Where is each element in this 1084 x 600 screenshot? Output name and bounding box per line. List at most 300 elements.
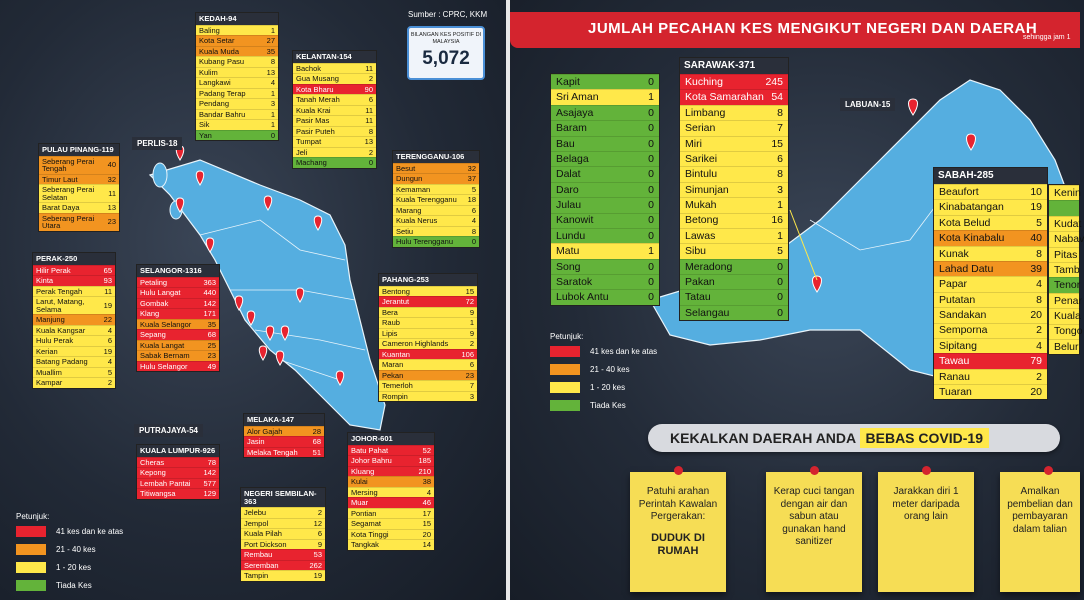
map-pin <box>276 351 284 365</box>
table-row <box>379 391 477 402</box>
table-row <box>680 243 788 258</box>
district-name: Kota Setar <box>199 36 235 45</box>
case-count: 78 <box>207 457 216 467</box>
district-name: Klang <box>140 309 160 318</box>
perlis-label: PERLIS-18 <box>132 137 182 150</box>
district-name: Seremban <box>244 560 279 570</box>
sticky-note <box>878 472 974 592</box>
table-row <box>348 539 434 550</box>
district-name: Dalat <box>556 168 581 181</box>
case-count: 15 <box>422 519 431 528</box>
table-row <box>33 356 115 367</box>
table-row <box>379 380 477 391</box>
case-count: 93 <box>103 276 112 285</box>
table-row <box>293 84 376 95</box>
district-name: Muallim <box>36 367 62 377</box>
pin-labuan <box>909 99 918 115</box>
case-count: 35 <box>207 319 216 329</box>
case-count: 28 <box>312 426 321 436</box>
case-count: 20 <box>422 529 431 539</box>
case-count: 3 <box>270 99 275 108</box>
case-count: 142 <box>203 468 216 477</box>
case-count: 0 <box>648 260 654 273</box>
table-row <box>196 56 278 67</box>
table-row <box>137 457 219 468</box>
pin-icon <box>810 466 819 475</box>
table-row <box>551 289 659 304</box>
district-name: Hulu Langat <box>140 288 181 297</box>
campaign-text: KEKALKAN DAERAH ANDA <box>670 430 856 446</box>
table-row <box>680 120 788 135</box>
case-count: 171 <box>203 309 216 318</box>
district-name: Kinta <box>36 276 54 285</box>
table-row <box>137 350 219 361</box>
total-cases-label: BILANGAN KES POSITIF DI MALAYSIA <box>410 32 482 45</box>
case-count: 14 <box>422 540 431 549</box>
table-header: PULAU PINANG-119 <box>39 144 119 156</box>
table-row <box>196 77 278 88</box>
district-name: Kenin <box>1054 186 1081 199</box>
district-name: Pekan <box>382 370 404 380</box>
table-header: KEDAH-94 <box>196 13 278 25</box>
page-subtitle: sehingga jam 1 <box>1023 34 1071 41</box>
district-name: Hulu Perak <box>36 336 74 345</box>
table-header: PERAK-250 <box>33 253 115 265</box>
map-pin <box>264 196 272 210</box>
sticky-note <box>766 472 862 592</box>
case-count: 8 <box>1036 247 1042 260</box>
district-table-terengganu <box>392 150 480 248</box>
district-name: Papar <box>939 278 968 291</box>
case-count: 8 <box>777 168 783 181</box>
district-name: Kuching <box>685 75 723 88</box>
table-row <box>934 338 1047 353</box>
district-name: Larut, Matang, Selama <box>36 297 85 314</box>
case-count: 0 <box>648 199 654 212</box>
district-name: Kulim <box>199 67 218 77</box>
case-count: 46 <box>422 498 431 507</box>
case-count: 20 <box>1030 309 1042 322</box>
case-count: 7 <box>777 122 783 135</box>
case-count: 65 <box>103 265 112 275</box>
peninsular-map-panel <box>0 0 506 600</box>
case-count: 27 <box>266 36 275 45</box>
pin-icon <box>922 466 931 475</box>
legend-item <box>16 544 123 555</box>
district-name: Baling <box>199 25 220 35</box>
table-row <box>241 528 325 539</box>
table-row <box>680 305 788 320</box>
district-name: Simunjan <box>685 183 729 196</box>
district-name: Padang Terap <box>199 88 246 98</box>
table-header: SARAWAK-371 <box>680 58 788 74</box>
table-row <box>551 243 659 258</box>
case-count: 363 <box>203 277 216 287</box>
case-count: 9 <box>469 328 474 338</box>
district-name: Pontian <box>351 508 377 518</box>
note-text: Patuhi arahan Perintah Kawalan Pergerakan: <box>638 486 718 522</box>
district-name: Daro <box>556 183 579 196</box>
table-row <box>934 323 1047 338</box>
legend-label: Tiada Kes <box>590 401 626 410</box>
case-count: 245 <box>765 75 783 88</box>
district-name: Kerian <box>36 346 58 356</box>
district-name: Seberang Perai Utara <box>42 213 95 230</box>
district-name: Kampar <box>36 378 63 387</box>
district-name: Perak Tengah <box>36 286 83 296</box>
district-name: Sandakan <box>939 309 987 322</box>
table-row <box>241 549 325 560</box>
table-row <box>680 151 788 166</box>
district-table-perak <box>32 252 116 389</box>
table-row <box>241 507 325 518</box>
pin-sabah <box>967 134 976 150</box>
case-count: 39 <box>1030 262 1042 275</box>
district-name: Ranau <box>939 370 970 383</box>
district-name: Pakan <box>685 276 715 289</box>
table-row <box>348 455 434 466</box>
case-count: 1 <box>648 91 654 104</box>
table-row <box>934 369 1047 384</box>
case-count: 53 <box>313 550 322 559</box>
table-row <box>379 286 477 297</box>
legend-item <box>550 346 657 357</box>
case-count: 0 <box>648 276 654 289</box>
table-row <box>1049 200 1079 215</box>
case-count: 13 <box>107 203 116 212</box>
table-row <box>680 197 788 212</box>
legend-swatch <box>550 364 580 375</box>
district-name: Mersing <box>351 487 378 497</box>
putrajaya-label: PUTRAJAYA-54 <box>134 424 203 437</box>
table-row <box>348 508 434 519</box>
table-row <box>551 120 659 135</box>
table-row <box>241 560 325 571</box>
case-count: 106 <box>461 349 474 359</box>
district-name: Muar <box>351 498 369 507</box>
east-map-panel <box>510 0 1084 600</box>
district-table-selangor <box>136 264 220 372</box>
district-name: Sarikei <box>685 152 718 165</box>
case-count: 11 <box>365 116 373 125</box>
case-count: 23 <box>207 351 216 360</box>
district-name: Petaling <box>140 277 168 287</box>
case-count: 51 <box>312 447 321 457</box>
district-name: Lembah Pantai <box>140 478 191 488</box>
case-count: 4 <box>1036 339 1042 352</box>
case-count: 5 <box>107 367 112 377</box>
case-count: 79 <box>1030 355 1042 368</box>
table-row <box>393 226 479 237</box>
table-row <box>680 89 788 104</box>
case-count: 3 <box>777 183 783 196</box>
case-count: 0 <box>270 130 275 140</box>
case-count: 129 <box>203 489 216 498</box>
case-count: 1 <box>777 199 783 212</box>
district-name: Sabak Bernam <box>140 351 190 360</box>
table-header: KUALA LUMPUR-926 <box>137 445 219 457</box>
table-row <box>1049 185 1079 200</box>
table-row <box>551 166 659 181</box>
table-row <box>551 213 659 228</box>
district-name: Batu Pahat <box>351 445 389 455</box>
table-row <box>1049 216 1082 231</box>
map-pin <box>206 238 214 252</box>
table-row <box>33 367 115 378</box>
table-row <box>244 436 324 447</box>
district-name: Rembau <box>244 550 273 559</box>
table-row <box>379 359 477 370</box>
case-count: 4 <box>1036 278 1042 291</box>
table-row <box>196 67 278 78</box>
district-name: Besut <box>396 163 416 173</box>
case-count: 10 <box>1030 185 1042 198</box>
case-count: 11 <box>365 63 373 73</box>
district-name: Kapit <box>556 75 580 88</box>
case-count: 11 <box>365 105 373 115</box>
district-name: Selangau <box>685 306 730 319</box>
district-name: Kepong <box>140 468 166 477</box>
district-name: Lundu <box>556 229 586 242</box>
table-row <box>551 182 659 197</box>
case-count: 0 <box>648 291 654 304</box>
case-count: 4 <box>426 487 431 497</box>
table-row <box>137 298 219 309</box>
district-name: Asajaya <box>556 106 594 119</box>
case-count: 3 <box>469 391 474 401</box>
table-row <box>393 215 479 226</box>
table-header: NEGERI SEMBILAN-363 <box>241 488 325 507</box>
district-name: Matu <box>556 245 580 258</box>
case-count: 5 <box>1036 216 1042 229</box>
map-pin <box>247 311 255 325</box>
case-count: 1 <box>777 229 783 242</box>
table-row <box>137 361 219 372</box>
source-text: Sumber : CPRC, KKM <box>408 10 488 19</box>
table-row <box>680 74 788 89</box>
table-row <box>1049 231 1084 246</box>
table-row <box>934 184 1047 199</box>
table-row <box>348 487 434 498</box>
case-count: 577 <box>203 478 216 488</box>
district-name: Bera <box>382 307 398 317</box>
case-count: 90 <box>364 84 373 94</box>
table-row <box>680 105 788 120</box>
table-row <box>244 447 324 458</box>
district-name: Raub <box>382 318 400 327</box>
table-row <box>196 25 278 36</box>
district-name: Belaga <box>556 152 589 165</box>
district-name: Tumpat <box>296 137 322 146</box>
district-name: Song <box>556 260 581 273</box>
district-name: Penar <box>1054 294 1083 307</box>
district-name: Pasir Mas <box>296 116 330 125</box>
table-header: TERENGGANU-106 <box>393 151 479 163</box>
table-row <box>293 63 376 74</box>
district-name: Sepang <box>140 330 166 339</box>
district-name: Tuaran <box>939 386 972 399</box>
case-count: 6 <box>317 529 322 538</box>
table-row <box>196 130 278 141</box>
district-name: Meradong <box>685 260 733 273</box>
district-name: Lahad Datu <box>939 262 994 275</box>
case-count: 13 <box>266 67 275 77</box>
district-name: Machang <box>296 158 327 167</box>
case-count: 4 <box>107 325 112 335</box>
district-name: Segamat <box>351 519 382 528</box>
district-name: Seberang Perai Tengah <box>42 156 95 173</box>
district-name: Kuala Nerus <box>396 216 438 225</box>
table-row <box>293 147 376 158</box>
case-count: 0 <box>777 276 783 289</box>
case-count: 0 <box>471 237 476 246</box>
district-name: Putatan <box>939 293 976 306</box>
case-count: 25 <box>207 340 216 350</box>
district-name: Temerloh <box>382 381 413 390</box>
table-row <box>39 213 119 231</box>
district-name: Marang <box>396 205 422 215</box>
legend-item <box>550 364 657 375</box>
district-name: Kota Tinggi <box>351 529 389 539</box>
table-row <box>551 151 659 166</box>
table-row <box>137 488 219 499</box>
table-row <box>348 476 434 487</box>
district-name: Bachok <box>296 63 322 73</box>
district-name: Lipis <box>382 328 398 338</box>
case-count: 7 <box>469 381 474 390</box>
legend-item <box>16 526 123 537</box>
district-name: Jasin <box>247 437 265 446</box>
legend-swatch <box>550 400 580 411</box>
map-pin <box>176 198 184 212</box>
case-count: 23 <box>107 217 116 227</box>
district-table-kedah <box>195 12 279 141</box>
table-row <box>39 174 119 185</box>
table-row <box>680 213 788 228</box>
table-header: SELANGOR-1316 <box>137 265 219 277</box>
case-count: 1 <box>270 88 275 98</box>
district-name: Barat Daya <box>42 203 80 212</box>
case-count: 16 <box>771 214 783 227</box>
case-count: 0 <box>648 137 654 150</box>
campaign-banner <box>648 424 1060 452</box>
table-row <box>33 325 115 336</box>
case-count: 2 <box>1036 324 1042 337</box>
table-row <box>393 163 479 174</box>
case-count: 38 <box>422 477 431 486</box>
table-row <box>934 353 1047 368</box>
table-row <box>1049 339 1079 354</box>
case-count: 6 <box>777 152 783 165</box>
district-name: Kota Bharu <box>296 84 334 94</box>
case-count: 6 <box>368 95 373 104</box>
case-count: 210 <box>418 466 431 476</box>
case-count: 6 <box>107 336 112 345</box>
district-name: Semporna <box>939 324 988 337</box>
case-count: 22 <box>103 315 112 324</box>
district-name: Kota Belud <box>939 216 991 229</box>
table-row <box>551 228 659 243</box>
table-row <box>241 518 325 529</box>
district-name: Seberang Perai Selatan <box>42 185 95 202</box>
district-table-sarawak-right <box>679 57 789 321</box>
table-row <box>293 115 376 126</box>
case-count: 11 <box>104 286 112 296</box>
table-row <box>551 197 659 212</box>
case-count: 54 <box>771 91 783 104</box>
table-row <box>293 136 376 147</box>
table-row <box>137 329 219 340</box>
district-name: Batang Padang <box>36 357 88 366</box>
case-count: 440 <box>203 288 216 297</box>
legend-swatch <box>16 580 46 591</box>
table-row <box>551 74 659 89</box>
case-count: 19 <box>103 346 112 356</box>
district-name: Kuala Kangsar <box>36 325 86 335</box>
table-row <box>33 377 115 388</box>
map-pin <box>196 171 204 185</box>
case-count: 20 <box>1030 386 1042 399</box>
table-row <box>379 328 477 339</box>
table-row <box>680 259 788 274</box>
case-count: 0 <box>648 229 654 242</box>
district-name: Kuala Krai <box>296 105 331 115</box>
case-count: 2 <box>469 339 474 348</box>
legend-title-right: Petunjuk: <box>550 332 584 341</box>
note-text: Kerap cuci tangan dengan air dan sabun atau gunakan hand sanitizer <box>773 486 855 547</box>
legend-label: 21 - 40 kes <box>590 365 630 374</box>
district-name: Sri Aman <box>556 91 599 104</box>
case-count: 0 <box>648 106 654 119</box>
table-row <box>137 319 219 330</box>
case-count: 0 <box>777 291 783 304</box>
district-name: Kemaman <box>396 184 431 194</box>
left-legend <box>16 512 123 598</box>
district-name: Lawas <box>685 229 716 242</box>
district-table-melaka <box>243 413 325 458</box>
case-count: 1 <box>270 109 275 119</box>
case-count: 262 <box>309 560 322 570</box>
table-row <box>348 466 434 477</box>
district-table-sabah-right <box>1048 184 1084 355</box>
district-name: Kuala Pilah <box>244 529 282 538</box>
table-row <box>1049 308 1079 323</box>
table-row <box>1049 277 1079 292</box>
table-row <box>196 98 278 109</box>
case-count: 17 <box>422 508 431 518</box>
total-cases-box <box>407 26 485 80</box>
district-name: Hilir Perak <box>36 265 71 275</box>
district-name: Tongo <box>1054 325 1083 338</box>
case-count: 8 <box>368 126 373 136</box>
table-row <box>293 73 376 84</box>
district-name: Kluang <box>351 466 375 476</box>
table-row <box>39 156 119 174</box>
case-count: 5 <box>777 245 783 258</box>
case-count: 8 <box>1036 293 1042 306</box>
table-row <box>680 136 788 151</box>
district-name: Alor Gajah <box>247 426 283 436</box>
district-name: Limbang <box>685 106 726 119</box>
district-name: Kuala Langat <box>140 340 185 350</box>
table-row <box>137 478 219 489</box>
campaign-highlight: BEBAS COVID-19 <box>860 428 989 448</box>
table-row <box>680 274 788 289</box>
table-row <box>33 335 115 346</box>
district-name: Kubang Pasu <box>199 57 245 66</box>
table-header: SABAH-285 <box>934 168 1047 184</box>
legend-swatch <box>16 526 46 537</box>
